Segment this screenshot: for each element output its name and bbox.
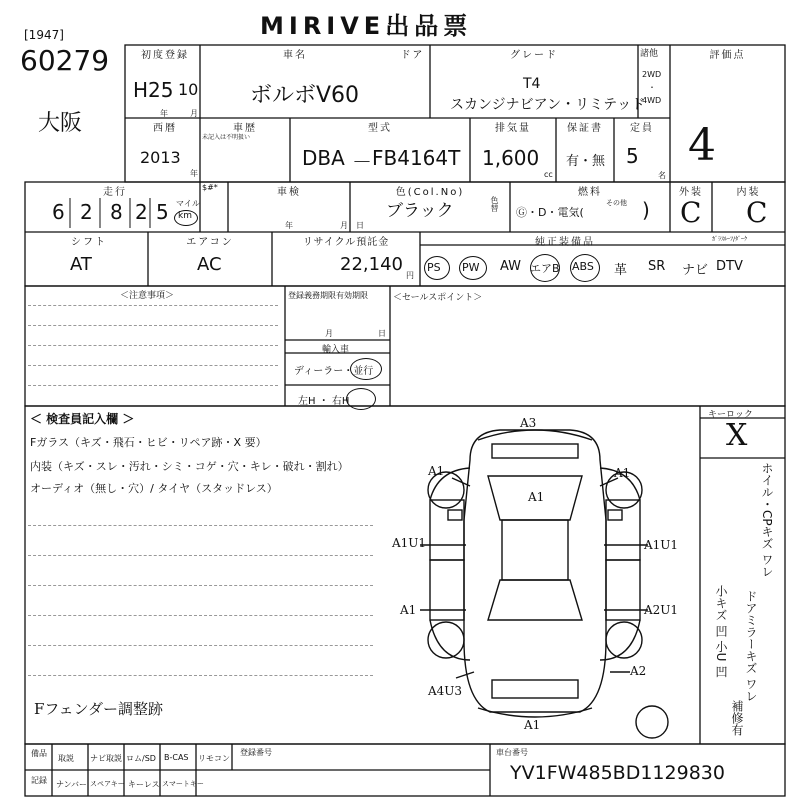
import-label: 輸入車 — [322, 345, 350, 355]
inspector-interior: 内装（キズ・スレ・汚れ・シミ・コゲ・穴・キレ・破れ・割れ） — [30, 460, 349, 473]
score-value: 4 — [688, 120, 716, 171]
type-dash: － — [352, 150, 372, 174]
recycle-label: リサイクル預託金 — [302, 237, 390, 248]
accessory-rom-sd: ロム/SD — [126, 754, 156, 763]
mark-bottom: A1 — [524, 718, 541, 732]
mark-front-left: A1 — [428, 464, 445, 478]
door-label: ドア — [400, 50, 425, 61]
sheet-title: MIRIVE出品票 — [260, 12, 473, 40]
accessory-keyless: キーレス — [128, 780, 160, 789]
month-unit: 月 — [190, 109, 198, 118]
expiry-month: 月 — [325, 329, 333, 338]
shaken-day: 日 — [356, 221, 364, 230]
equip-dtv: DTV — [716, 259, 743, 274]
mark-top: A3 — [520, 416, 537, 430]
sash-label: $#* — [202, 183, 218, 192]
western-year-unit: 年 — [190, 169, 198, 178]
mileage-digit-5: 5 — [156, 200, 169, 224]
mark-roof: A1 — [528, 490, 545, 504]
registration-era: H25 — [133, 78, 174, 102]
equip-sunroof: SR — [648, 259, 666, 274]
equip-leather: 革 — [614, 263, 628, 278]
mark-rear-left: A4U3 — [428, 684, 463, 698]
displacement-value: 1,600 — [482, 146, 540, 170]
color-value: ブラック — [386, 201, 454, 221]
grade-line1: T4 — [523, 76, 541, 92]
western-year: 2013 — [140, 148, 181, 167]
recycle-unit: 円 — [406, 271, 414, 280]
fuel-close: ) — [642, 198, 650, 222]
shift-value: AT — [70, 254, 92, 275]
interior-grade: C — [746, 196, 768, 229]
color-label: 色(Col.No) — [395, 187, 465, 198]
equipment-extra-label: ｶﾞﾗｽﾙｰﾌ/ﾀﾞｰｸ — [712, 236, 748, 243]
accessories-label: 備品 — [31, 749, 47, 758]
mileage-digit-2: 2 — [80, 200, 93, 224]
legend-small-marks: 小キズ 凹 小U 凹 — [714, 585, 728, 678]
drive-4wd: 4WD — [642, 96, 662, 105]
equip-aw: AW — [500, 259, 522, 274]
mark-right-rear-door: A2U1 — [644, 603, 679, 617]
legend-repaired: 補修有 — [730, 700, 744, 736]
drive-dot: ・ — [648, 83, 656, 92]
accessory-remote: リモコン — [198, 754, 230, 763]
equip-pw: PW — [462, 261, 480, 274]
exterior-grade: C — [680, 196, 702, 229]
mark-right-rear: A2 — [630, 664, 647, 678]
capacity-value: 5 — [626, 144, 639, 168]
grade-label: グレード — [510, 50, 558, 61]
registration-label: 初度登録 — [141, 50, 189, 61]
displacement-unit: cc — [544, 170, 553, 179]
keylock-label: キーロック — [708, 410, 753, 420]
inspector-handwritten-note: Fフェンダー調整跡 — [34, 700, 164, 718]
exterior-label: 外装 — [679, 187, 703, 198]
equip-ps: PS — [427, 261, 441, 274]
fuel-label: 燃料 — [578, 187, 602, 198]
legend-mirror: ドアミラーキズ ワレ — [744, 590, 758, 702]
model-name: ボルボV60 — [250, 83, 360, 108]
warranty-value: 有・無 — [566, 154, 606, 169]
records-label: 記録 — [31, 776, 47, 785]
shaken-label: 車検 — [277, 187, 301, 198]
shaken-month: 月 — [340, 221, 348, 230]
equip-navi: ナビ — [682, 263, 709, 278]
reg-number-label: 登録番号 — [240, 748, 272, 757]
accessory-navi-manual: ナビ取説 — [90, 754, 122, 763]
registration-month: 10 — [178, 80, 199, 99]
drive-2wd: 2WD — [642, 70, 662, 79]
grade-line2: スカンジナビアン・リミテッド — [450, 97, 646, 113]
type-code: FB4164T — [372, 146, 461, 170]
inspection-note: 未記入は不明扱い — [202, 134, 251, 141]
equip-airbag: エアB — [530, 262, 560, 275]
type-label: 型式 — [368, 123, 392, 134]
year-unit: 年 — [160, 109, 168, 118]
mileage-digit-3: 8 — [110, 200, 123, 224]
accessory-bcas: B-CAS — [164, 753, 189, 762]
equip-abs: ABS — [572, 260, 594, 273]
chassis-label: 車台番号 — [496, 748, 528, 757]
lot-code: [1947] — [24, 28, 64, 42]
aircon-label: エアコン — [186, 237, 234, 248]
inspection-label: 車歴 — [233, 123, 257, 134]
handle-options: 左H ・ 右H — [298, 396, 350, 407]
drive-label: 諸他 — [640, 49, 659, 59]
chassis-number: YV1FW485BD1129830 — [510, 762, 725, 784]
model-label: 車名 — [283, 50, 307, 61]
lot-number: 60279 — [20, 44, 110, 77]
mileage-label: 走行 — [103, 187, 127, 198]
mark-right-pillar: A1U1 — [644, 538, 679, 552]
shift-label: シフト — [71, 237, 107, 248]
capacity-label: 定員 — [630, 123, 654, 134]
expiry-label: 登録義務期限有効期限 — [288, 291, 368, 300]
mileage-unit-km: km — [178, 211, 192, 221]
displacement-label: 排気量 — [495, 123, 531, 134]
western-label: 西暦 — [153, 123, 177, 134]
aircon-value: AC — [197, 254, 222, 275]
accessory-manual: 取説 — [58, 754, 74, 763]
fuel-options: Ⓖ・D・電気( — [516, 206, 584, 219]
caution-label: ＜注意事項＞ — [120, 291, 175, 301]
mileage-digit-1: 6 — [52, 200, 65, 224]
recycle-value: 22,140 — [340, 254, 403, 275]
inspector-title: ＜ 検査員記入欄 ＞ — [30, 412, 135, 426]
mark-left-rear-door: A1 — [400, 603, 417, 617]
sales-point-label: ＜セールスポイント＞ — [393, 293, 483, 303]
equipment-label: 純正装備品 — [535, 237, 595, 248]
legend-wheel: ホイル・CPキズ ワレ — [760, 462, 774, 578]
color-change-label: 色替 — [490, 196, 499, 212]
inspector-audio-tire: オーディオ（無し・穴）/ タイヤ（スタッドレス） — [30, 482, 278, 495]
expiry-day: 日 — [378, 329, 386, 338]
fuel-other: その他 — [606, 199, 627, 207]
import-options: ディーラー・並行 — [294, 366, 374, 377]
keylock-mark: X — [726, 418, 748, 453]
accessory-plate: ナンバー — [56, 780, 88, 789]
mark-left-pillar: A1U1 — [392, 536, 427, 550]
capacity-unit: 名 — [658, 171, 666, 180]
mileage-unit-mile: マイル — [176, 199, 200, 208]
interior-label: 内装 — [736, 187, 761, 198]
type-prefix: DBA — [302, 146, 345, 170]
score-label: 評価点 — [709, 50, 746, 61]
mileage-digit-4: 2 — [135, 200, 148, 224]
accessory-smart-key: スマートキー — [162, 780, 204, 788]
venue: 大阪 — [38, 111, 83, 136]
mark-front-right: A1 — [614, 466, 631, 480]
inspector-glass: Fガラス（キズ・飛石・ヒビ・リペア跡・X 要） — [30, 436, 267, 449]
shaken-year: 年 — [285, 221, 293, 230]
accessory-spare-key: スペアキー — [90, 780, 125, 788]
warranty-label: 保証書 — [567, 123, 603, 134]
